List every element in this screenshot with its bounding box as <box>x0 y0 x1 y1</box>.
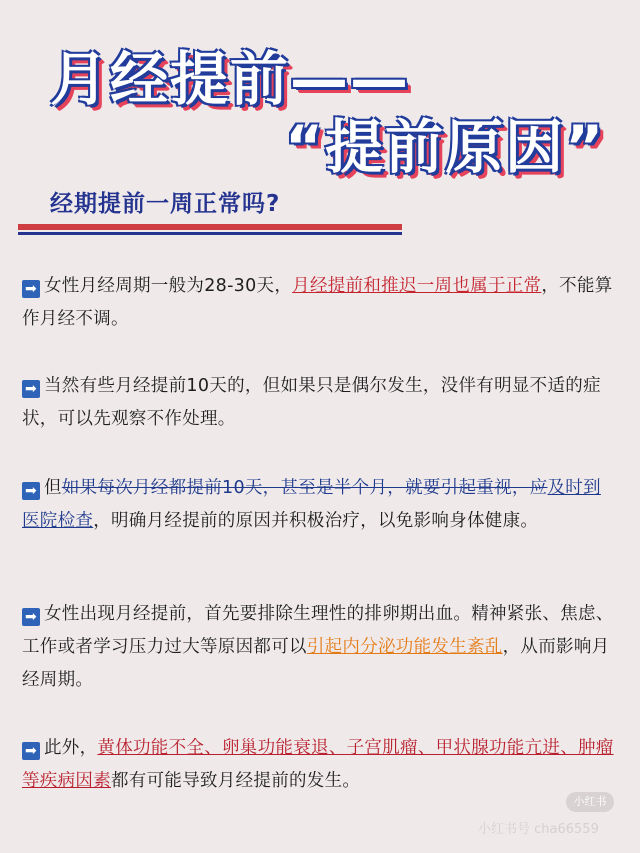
paragraph-1 <box>22 270 618 336</box>
arrow-icon: ➡ <box>22 280 40 298</box>
paragraph-4 <box>22 598 618 697</box>
paragraph-text: 女性月经周期一般为28-30天， <box>44 276 293 296</box>
subtitle-underline-blue <box>18 232 402 235</box>
paragraph-2 <box>22 370 618 436</box>
arrow-icon: ➡ <box>22 482 40 500</box>
subtitle-underline-red <box>18 224 402 230</box>
watermark: 小红书号 cha66559 <box>478 822 599 837</box>
highlight-text: 引起内分泌功能发生紊乱 <box>306 637 503 657</box>
arrow-icon: ➡ <box>22 608 40 626</box>
title-line-2: “提前原因” <box>285 113 606 181</box>
paragraph-5 <box>22 732 618 798</box>
arrow-icon: ➡ <box>22 742 40 760</box>
title-line-1: 月经提前—— <box>50 45 411 113</box>
paragraph-text: 但 <box>44 478 62 498</box>
paragraph-text: ，不能算作月经不调。 <box>22 276 613 329</box>
paragraph-text: 当然有些月经提前10天的，但如果只是偶尔发生，没伴有明显不适的症状，可以先观察不作处理。 <box>22 376 601 429</box>
paragraph-3 <box>22 472 618 538</box>
arrow-icon: ➡ <box>22 380 40 398</box>
paragraph-text: ，明确月经提前的原因并积极治疗，以免影响身体健康。 <box>93 511 539 531</box>
paragraph-text: 此外， <box>44 738 98 758</box>
highlight-text: 黄体功能不全、卵巢功能衰退、子宫肌瘤、甲状腺功能亢进、肿瘤等疾病因素 <box>22 738 614 791</box>
paragraph-text: 都有可能导致月经提前的发生。 <box>111 771 361 791</box>
highlight-text: 月经提前和推迟一周也属于正常 <box>292 276 542 296</box>
xiaohongshu-badge: 小红书 <box>566 792 614 812</box>
paragraph-text: 女性出现月经提前，首先要排除生理性的排卵期出血。精神紧张、焦虑、工作或者学习压力过大等原因都可以 <box>22 604 614 657</box>
subtitle: 经期提前一周正常吗? <box>50 191 281 217</box>
strikethrough-text: 如果每次月经都提前10天，甚至是半个月，就要引起重视，应 <box>61 478 548 498</box>
paragraph-text: ，从而影响月经周期。 <box>22 637 610 690</box>
highlight-text: 及时到医院检查 <box>22 478 601 531</box>
